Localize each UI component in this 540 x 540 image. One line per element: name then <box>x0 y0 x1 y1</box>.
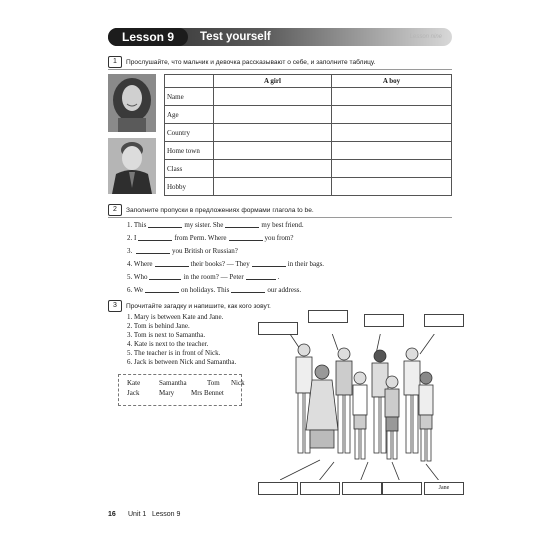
row-label: Home town <box>165 142 214 160</box>
answer-box[interactable] <box>364 314 404 327</box>
lesson-header <box>108 28 452 46</box>
row-label: Hobby <box>165 178 214 196</box>
girl-photo <box>108 74 156 132</box>
table-row <box>165 88 452 106</box>
footer-lesson: Lesson 9 <box>152 511 181 518</box>
answer-cell[interactable] <box>331 178 451 196</box>
answer-box[interactable] <box>300 482 340 495</box>
clue: 4. Kate is next to the teacher. <box>127 340 209 348</box>
blank[interactable] <box>246 279 276 280</box>
sentence-number: 3. <box>127 247 133 255</box>
sentence-text: my best friend. <box>261 221 304 229</box>
table-row <box>165 160 452 178</box>
row-label: Class <box>165 160 214 178</box>
sentence-text: We <box>133 286 144 294</box>
blank[interactable] <box>148 227 182 228</box>
clue: 2. Tom is behind Jane. <box>127 322 190 330</box>
sentence-3 <box>127 247 238 255</box>
boy-photo <box>108 138 156 194</box>
answer-box[interactable] <box>382 482 422 495</box>
answer-cell[interactable] <box>214 178 332 196</box>
sentence-6 <box>127 286 301 294</box>
table-row <box>165 142 452 160</box>
sentence-text: I <box>134 234 137 242</box>
blank[interactable] <box>155 266 189 267</box>
task-2-number: 2 <box>108 204 122 216</box>
row-label: Age <box>165 106 214 124</box>
class-illustration <box>280 334 450 480</box>
blank[interactable] <box>149 279 181 280</box>
blank[interactable] <box>145 292 179 293</box>
answer-box[interactable] <box>308 310 348 323</box>
sentence-text: our address. <box>267 286 302 294</box>
sentence-text: This <box>133 221 147 229</box>
blank[interactable] <box>231 292 265 293</box>
sentence-text: you British or Russian? <box>172 247 238 255</box>
table-row <box>165 106 452 124</box>
answer-box[interactable] <box>342 482 382 495</box>
answer-box[interactable] <box>424 314 464 327</box>
name-option: Mrs Bennet <box>191 389 224 397</box>
sentence-text: their books? — They <box>190 260 250 268</box>
row-label: Country <box>165 124 214 142</box>
sentence-text: you from? <box>264 234 294 242</box>
sentence-number: 4. <box>127 260 133 268</box>
name-option: Nick <box>231 379 245 387</box>
sentence-number: 1. <box>127 221 133 229</box>
answer-cell[interactable] <box>331 124 451 142</box>
answer-cell[interactable] <box>214 142 332 160</box>
answer-cell[interactable] <box>331 142 451 160</box>
blank[interactable] <box>138 240 172 241</box>
column-boy: A boy <box>331 75 451 88</box>
page-title: Test yourself <box>200 31 271 43</box>
blank[interactable] <box>225 227 259 228</box>
answer-cell[interactable] <box>214 124 332 142</box>
clue: 6. Jack is between Nick and Samantha. <box>127 358 237 366</box>
clue: 3. Tom is next to Samantha. <box>127 331 206 339</box>
task-3-number: 3 <box>108 300 122 312</box>
clue: 5. The teacher is in front of Nick. <box>127 349 221 357</box>
sentence-text: my sister. She <box>184 221 224 229</box>
answer-box[interactable] <box>258 482 298 495</box>
answer-cell[interactable] <box>331 88 451 106</box>
answer-cell[interactable] <box>331 106 451 124</box>
sentence-4 <box>127 260 324 268</box>
task-3-heading <box>108 300 271 312</box>
task-2-instruction: Заполните пропуски в предложениях формами глагола to be. <box>126 206 314 214</box>
task-2-heading <box>108 204 314 216</box>
name-option: Samantha <box>159 379 187 387</box>
sentence-5 <box>127 273 280 281</box>
name-option: Tom <box>207 379 220 387</box>
answer-cell[interactable] <box>331 160 451 178</box>
sentence-text: Where <box>133 260 153 268</box>
sentence-text: on holidays. This <box>181 286 230 294</box>
column-girl: A girl <box>214 75 332 88</box>
name-option: Jack <box>127 389 140 397</box>
name-bank <box>118 374 245 406</box>
sentence-number: 5. <box>127 273 133 281</box>
sentence-text: in their bags. <box>287 260 325 268</box>
task-3-instruction: Прочитайте загадку и напишите, как кого зовут. <box>126 302 271 310</box>
sentence-number: 2. <box>127 234 133 242</box>
blank[interactable] <box>252 266 286 267</box>
blank[interactable] <box>136 253 170 254</box>
answer-cell[interactable] <box>214 88 332 106</box>
divider <box>108 217 452 218</box>
sentence-text: . <box>277 273 280 281</box>
header-decoration: Lesson nine <box>409 34 442 40</box>
sentence-text: Who <box>133 273 148 281</box>
answer-cell[interactable] <box>214 106 332 124</box>
table-row <box>165 124 452 142</box>
task-1-heading <box>108 56 375 68</box>
page-number: 16 <box>108 511 116 518</box>
sentence-1 <box>127 221 304 229</box>
divider <box>108 69 452 70</box>
answer-cell[interactable] <box>214 160 332 178</box>
name-option: Mary <box>159 389 175 397</box>
answer-box-jane: Jane <box>424 482 464 495</box>
sentence-text: from Perm. Where <box>174 234 227 242</box>
task-1-instruction: Прослушайте, что мальчик и девочка рассказывают о себе, и заполните таблицу. <box>126 58 376 66</box>
info-table <box>164 74 452 196</box>
sentence-number: 6. <box>127 286 133 294</box>
lesson-badge: Lesson 9 <box>108 28 188 46</box>
task-1-number: 1 <box>108 56 122 68</box>
sentence-text: in the room? — Peter <box>183 273 244 281</box>
table-row <box>165 178 452 196</box>
clue: 1. Mary is between Kate and Jane. <box>127 313 224 321</box>
row-label: Name <box>165 88 214 106</box>
table-header-row <box>165 75 452 88</box>
name-option: Kate <box>127 379 141 387</box>
table-corner <box>165 75 214 88</box>
sentence-2 <box>127 234 293 242</box>
blank[interactable] <box>229 240 263 241</box>
footer-unit: Unit 1 <box>128 511 147 518</box>
